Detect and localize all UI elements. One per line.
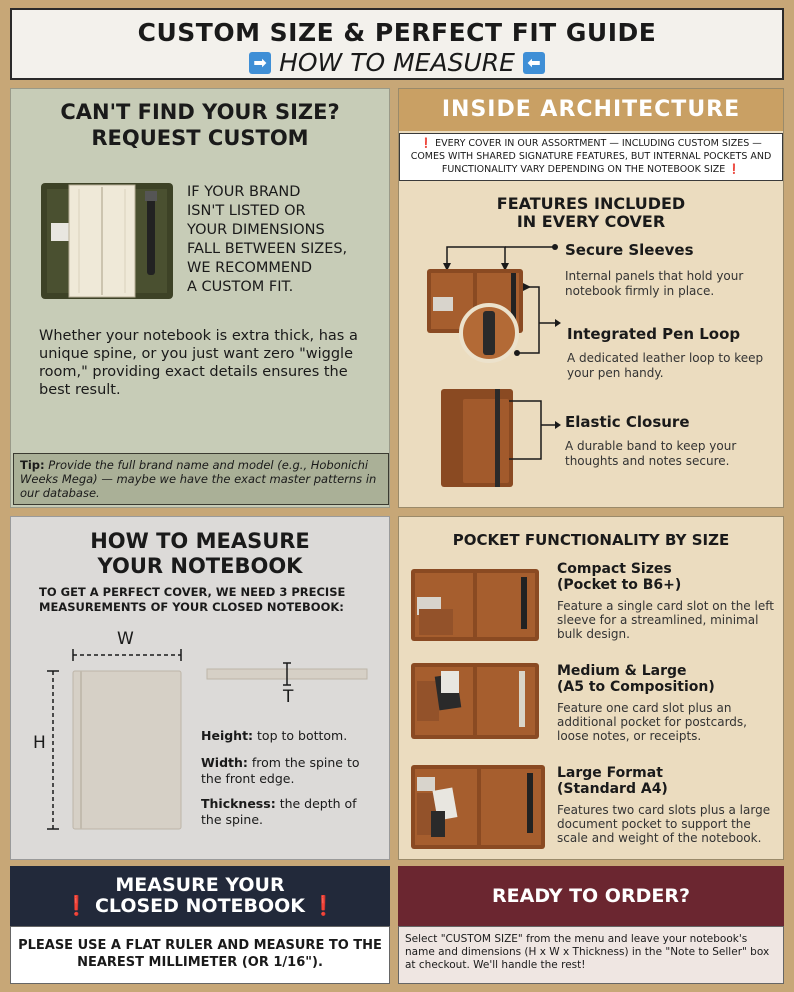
feature-item	[565, 413, 775, 469]
custom-line: IF YOUR BRAND	[187, 184, 301, 200]
inside-architecture-panel	[398, 88, 784, 508]
order-instructions: Select "CUSTOM SIZE" from the menu and leave your notebook's name and dimensions (H x W x Thickness) in the "Note to Seller" box at checkout. We'll handle the rest!	[398, 926, 784, 984]
thickness-letter: T	[283, 687, 294, 707]
pocket-size-desc: Feature a single card slot on the left sleeve for a streamlined, minimal bulk design.	[557, 599, 774, 641]
page-title: CUSTOM SIZE & PERFECT FIT GUIDE	[137, 18, 657, 47]
feature-item	[565, 241, 775, 299]
measure-closed-line2: CLOSED NOTEBOOK	[94, 895, 306, 917]
exclamation-icon: ❗	[728, 164, 741, 175]
pocket-size-title: Medium & Large	[557, 663, 687, 679]
height-def: top to bottom.	[257, 728, 348, 743]
architecture-notice	[399, 133, 783, 181]
pocket-size-title: Compact Sizes	[557, 561, 672, 577]
height-explanation	[201, 728, 381, 744]
custom-recommendation	[187, 183, 347, 297]
pocket-size-item	[557, 663, 777, 743]
height-term: Height:	[201, 728, 254, 743]
thickness-def: the depth of the spine.	[201, 796, 357, 827]
custom-body-text: Whether your notebook is extra thick, has a unique spine, or you just want zero "wiggle room," providing exact details ensures the best result.	[39, 328, 358, 398]
custom-line: WE RECOMMEND	[187, 260, 313, 276]
thickness-explanation	[201, 796, 371, 828]
compact-cover-image	[409, 567, 541, 643]
medium-cover-image	[409, 661, 541, 741]
large-cover-image	[409, 763, 547, 851]
pocket-size-item	[557, 561, 777, 641]
architecture-notice-text: EVERY COVER IN OUR ASSORTMENT — INCLUDING CUSTOM SIZES — COMES WITH SHARED SIGNATURE FEATURES, BUT INTERNAL POCKETS AND FUNCTIONALITY VARY DEPENDING ON THE NOTEBOOK SIZE	[410, 138, 772, 175]
measure-closed-line2-row	[10, 896, 390, 917]
tip-label: Tip:	[20, 458, 45, 472]
custom-heading-line2: REQUEST CUSTOM	[91, 126, 309, 150]
notebook-diagram	[31, 643, 211, 843]
feature-title: Elastic Closure	[565, 413, 690, 431]
features-heading-line1: FEATURES INCLUDED	[496, 194, 686, 213]
how-to-measure-panel	[10, 516, 390, 860]
ready-to-order-banner: READY TO ORDER?	[398, 866, 784, 926]
pocket-functionality-panel	[398, 516, 784, 860]
features-heading-line2: IN EVERY COVER	[516, 212, 666, 231]
pocket-size-desc: Features two card slots plus a large document pocket to support the scale and weight of the notebook.	[557, 803, 771, 845]
feature-desc: A durable band to keep your thoughts and notes secure.	[565, 439, 737, 468]
custom-line: FALL BETWEEN SIZES,	[187, 241, 348, 257]
measure-closed-banner	[10, 866, 390, 926]
pockets-heading: POCKET FUNCTIONALITY BY SIZE	[452, 531, 730, 549]
measure-heading-line1: HOW TO MEASURE	[90, 529, 310, 553]
architecture-banner: INSIDE ARCHITECTURE	[399, 89, 783, 131]
feature-desc: A dedicated leather loop to keep your pen handy.	[567, 351, 764, 380]
measure-closed-line1: MEASURE YOUR	[115, 874, 285, 896]
feature-title: Integrated Pen Loop	[567, 325, 741, 343]
page-header	[10, 8, 784, 80]
thickness-term: Thickness:	[201, 796, 276, 811]
height-label: H	[33, 733, 46, 753]
pocket-size-range: (Pocket to B6+)	[557, 577, 682, 593]
measure-intro: TO GET A PERFECT COVER, WE NEED 3 PRECISE MEASUREMENTS OF YOUR CLOSED NOTEBOOK:	[39, 585, 346, 614]
custom-line: YOUR DIMENSIONS	[187, 222, 325, 238]
width-def: from the spine to the front edge.	[201, 755, 360, 786]
feature-title: Secure Sleeves	[565, 241, 694, 259]
custom-line: ISN'T LISTED OR	[187, 203, 306, 219]
open-cover-illustration	[39, 179, 177, 303]
width-label: W	[117, 629, 134, 649]
page-subtitle-row	[12, 48, 782, 77]
custom-size-panel	[10, 88, 390, 508]
custom-line: A CUSTOM FIT.	[187, 279, 294, 295]
pocket-size-range: (Standard A4)	[557, 781, 668, 797]
custom-heading-line1: CAN'T FIND YOUR SIZE?	[60, 100, 340, 124]
pocket-size-item	[557, 765, 779, 845]
measure-heading	[11, 529, 389, 579]
pocket-size-range: (A5 to Composition)	[557, 679, 715, 695]
width-term: Width:	[201, 755, 248, 770]
arrow-left-icon: ⬅	[523, 52, 545, 74]
exclamation-icon: ❗	[64, 895, 89, 917]
exclamation-icon: ❗	[420, 138, 433, 149]
features-heading	[399, 195, 783, 231]
arrow-right-icon: ➡	[249, 52, 271, 74]
custom-heading	[11, 99, 389, 151]
exclamation-icon: ❗	[311, 895, 336, 917]
tip-box	[13, 453, 389, 505]
measure-heading-line2: YOUR NOTEBOOK	[97, 554, 303, 578]
pocket-size-title: Large Format	[557, 765, 663, 781]
tip-text: Provide the full brand name and model (e.g., Hobonichi Weeks Mega) — maybe we have the exact master patterns in our database.	[20, 458, 377, 500]
feature-item	[567, 325, 777, 381]
ruler-note: PLEASE USE A FLAT RULER AND MEASURE TO THE NEAREST MILLIMETER (OR 1/16").	[10, 926, 390, 984]
width-explanation	[201, 755, 371, 787]
pocket-size-desc: Feature one card slot plus an additional pocket for postcards, loose notes, or receipts.	[557, 701, 747, 743]
page-subtitle: HOW TO MEASURE	[279, 48, 515, 77]
feature-desc: Internal panels that hold your notebook firmly in place.	[565, 269, 744, 298]
